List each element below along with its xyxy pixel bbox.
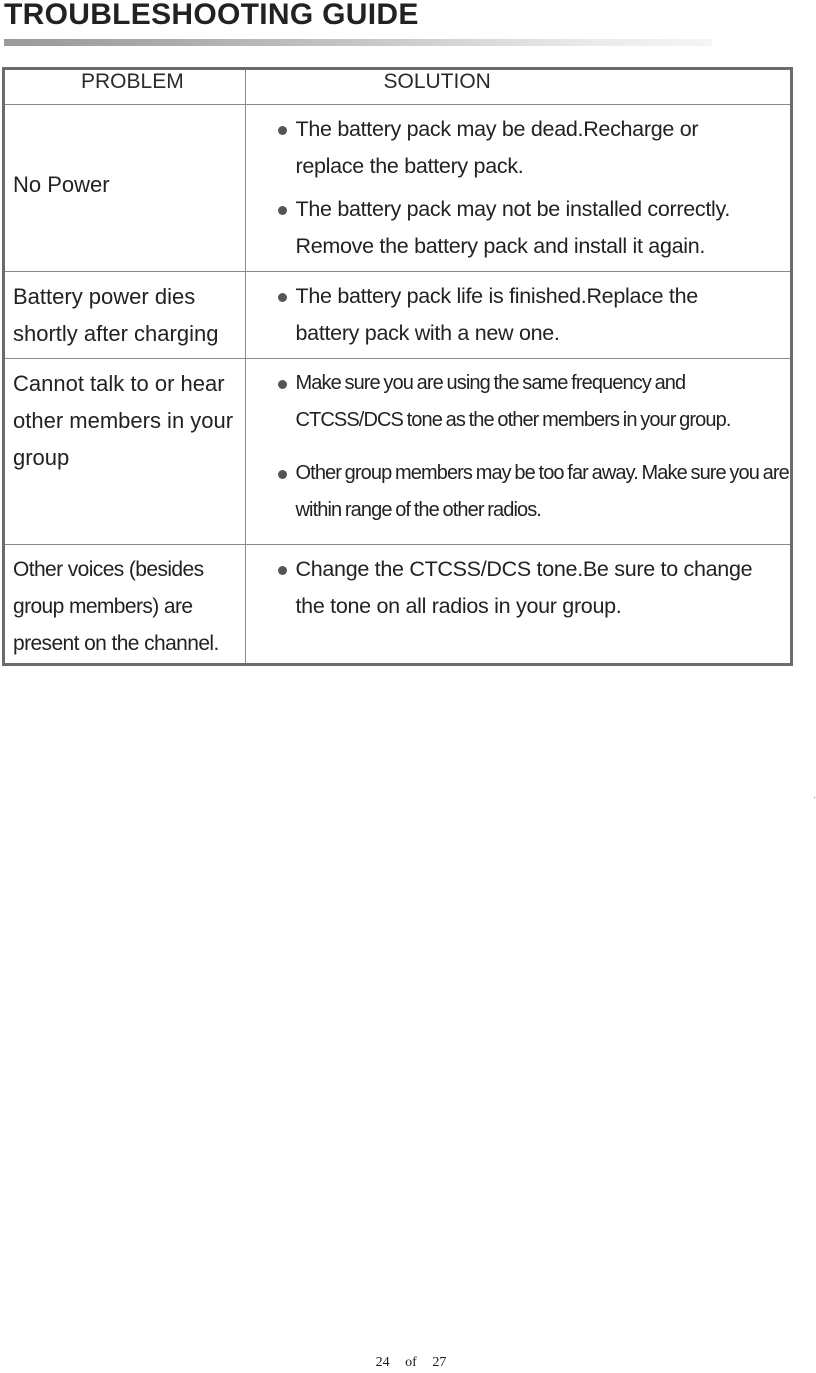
bullet-icon (278, 566, 287, 575)
bullet-icon (278, 293, 287, 302)
solution-cell (245, 358, 790, 544)
troubleshooting-table (2, 67, 793, 666)
solution-column-header: SOLUTION (245, 70, 790, 104)
page-footer (0, 1355, 816, 1371)
bullet-icon (278, 126, 287, 135)
title-underline-rule (4, 39, 712, 46)
problem-text: Battery power dies shortly after charging (13, 283, 219, 346)
table-row (5, 544, 790, 663)
solution-text: Change the CTCSS/DCS tone.Be sure to change the tone on all radios in your group. (295, 556, 753, 618)
problem-cell (5, 358, 245, 544)
solution-cell (245, 544, 790, 663)
page-of-label: of (405, 1355, 417, 1370)
solution-text: Make sure you are using the same frequency and CTCSS/DCS tone as the other members in your group. (295, 371, 731, 431)
solution-item (274, 111, 766, 185)
problem-column-header: PROBLEM (5, 70, 245, 104)
solution-text: The battery pack life is finished.Replace the battery pack with a new one. (295, 283, 698, 345)
solution-item (274, 455, 796, 529)
solution-list (274, 551, 787, 625)
problem-text: No Power (13, 172, 110, 197)
solution-item (274, 551, 776, 625)
problem-text: Cannot talk to or hear other members in your group (13, 370, 234, 470)
solution-list (274, 365, 787, 529)
table-header-row (5, 70, 790, 104)
problem-cell (5, 271, 245, 358)
solution-cell (245, 104, 790, 271)
scan-speck (814, 797, 815, 798)
bullet-icon (278, 206, 287, 215)
table-row (5, 358, 790, 544)
table-row (5, 271, 790, 358)
problem-text: Other voices (besides group members) are present on the channel. (13, 557, 219, 655)
solution-list (274, 278, 787, 352)
current-page-number: 24 (375, 1355, 390, 1370)
table-row (5, 104, 790, 271)
page-title: TROUBLESHOOTING GUIDE (4, 0, 419, 31)
bullet-icon (278, 470, 287, 479)
solution-text: The battery pack may not be installed correctly. Remove the battery pack and install it again. (295, 196, 731, 258)
solution-cell (245, 271, 790, 358)
total-page-count: 27 (432, 1355, 447, 1370)
solution-list (274, 111, 787, 265)
problem-cell (5, 544, 245, 663)
bullet-icon (278, 380, 287, 389)
solution-text: The battery pack may be dead.Recharge or replace the battery pack. (295, 116, 699, 178)
solution-item (274, 365, 796, 439)
solution-item (274, 191, 806, 265)
troubleshooting-table-grid (5, 70, 790, 663)
problem-cell (5, 104, 245, 271)
solution-text: Other group members may be too far away. Make sure you are within range of the other radios. (295, 461, 789, 521)
solution-item (274, 278, 766, 352)
